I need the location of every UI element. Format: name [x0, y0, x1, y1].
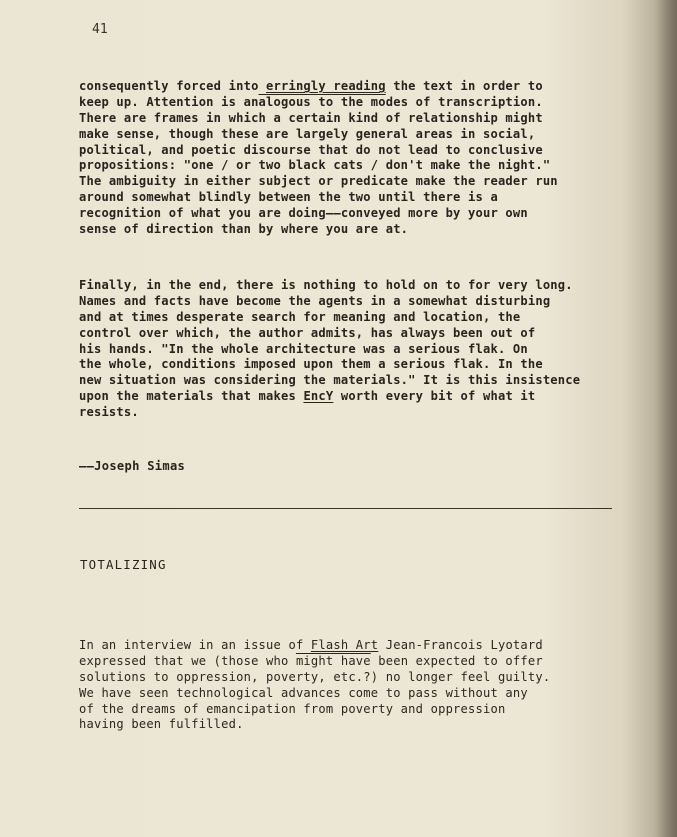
- text-line: The ambiguity in either subject or predicate make the reader run: [79, 174, 558, 189]
- paragraph-3: [79, 638, 639, 733]
- text-line: upon the materials that makes EncY worth every bit of what it: [79, 389, 536, 404]
- text-line: resists.: [79, 405, 139, 420]
- section-heading: TOTALIZING: [80, 557, 167, 572]
- text-line: consequently forced into erringly reading the text in order to: [79, 79, 543, 93]
- text-line: political, and poetic discourse that do not lead to conclusive: [79, 142, 543, 157]
- author-signature: ——Joseph Simas: [79, 459, 186, 473]
- page-number: 41: [92, 22, 108, 37]
- binding-shadow: [655, 0, 677, 837]
- text-line: of the dreams of emancipation from poverty and oppression: [79, 701, 506, 716]
- text-line: expressed that we (those who might have been expected to offer: [79, 653, 543, 668]
- underlined-title: Flash Art: [310, 638, 379, 652]
- underlined-title: EncY: [303, 389, 334, 404]
- paragraph-1: [79, 79, 639, 238]
- text-line: around somewhat blindly between the two until there is a: [79, 190, 498, 205]
- paragraph-2: [79, 278, 639, 421]
- text-line: sense of direction than by where you are at.: [79, 222, 409, 237]
- text-line: Names and facts have become the agents in a somewhat disturbing: [79, 293, 551, 308]
- text-line: propositions: "one / or two black cats / don't make the night.": [79, 158, 551, 173]
- text-line: solutions to oppression, poverty, etc.?) no longer feel guilty.: [79, 669, 551, 684]
- text-line: control over which, the author admits, has always been out of: [79, 325, 536, 340]
- text-line: new situation was considering the materials." It is this insistence: [79, 373, 581, 388]
- text-line: and at times desperate search for meaning and location, the: [79, 309, 521, 324]
- text-line: his hands. "In the whole architecture was a serious flak. On: [79, 341, 528, 356]
- text-line: recognition of what you are doing——conveyed more by your own: [79, 206, 528, 221]
- text-line: the whole, conditions imposed upon them a serious flak. In the: [79, 357, 543, 372]
- text-line: keep up. Attention is analogous to the modes of transcription.: [79, 94, 543, 109]
- text-line: In an interview in an issue of Flash Art Jean-Francois Lyotard: [79, 638, 543, 652]
- text-line: We have seen technological advances come to pass without any: [79, 685, 528, 700]
- text-line: make sense, though these are largely general areas in social,: [79, 126, 536, 141]
- section-divider: [79, 508, 612, 509]
- text-line: having been fulfilled.: [79, 717, 244, 732]
- overlined-phrase: alogous to the mo: [258, 94, 386, 109]
- text-line: Finally, in the end, there is nothing to hold on to for very long.: [79, 278, 573, 292]
- overlined-phrase: might have: [295, 653, 371, 668]
- text-line: There are frames in which a certain kind of relationship might: [79, 110, 543, 125]
- underlined-phrase: erringly reading: [266, 79, 386, 93]
